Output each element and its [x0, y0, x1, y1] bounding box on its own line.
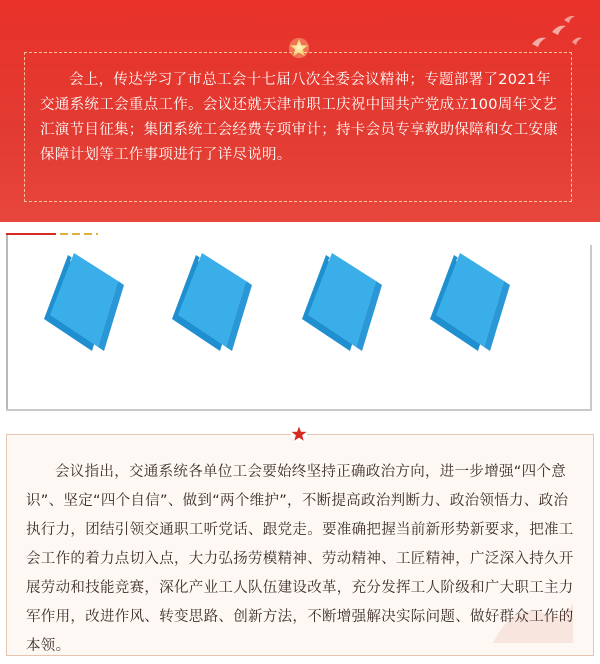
frame-top-accent-red — [6, 233, 56, 235]
doves-icon — [522, 14, 582, 54]
book-icon — [296, 251, 408, 357]
frame-bottom-border — [6, 409, 592, 411]
frame-top-accent-gold — [60, 233, 98, 235]
frame-right-border — [590, 245, 592, 411]
bottom-paragraph: 会议指出，交通系统各单位工会要始终坚持正确政治方向，进一步增强“四个意识”、坚定“四个自信”、做到“两个维护”，不断提高政治判断力、政治领悟力、政治执行力，团结引领交通职工听党话、跟党走。要准确把握当前新形势新要求，把准工会工作的着力点切入点，大力弘扬劳模精神、劳动精神、工匠精神，广泛深入持久开展劳动和技能竞赛，深化产业工人队伍建设改革，充分发挥工人阶级和广大职工主力军作用，改进作风、转变思路、创新方法，不断增强解决实际问题、做好群众工作的本领。 — [26, 464, 574, 654]
star-icon — [290, 425, 308, 443]
top-paragraph: 会上，传达学习了市总工会十七届八次全委会议精神；专题部署了2021年交通系统工会重点工作。会议还就天津市职工庆祝中国共产党成立100周年文艺汇演节目征集；集团系统工会经费专项审计；持卡会员专享救助保障和女工安康保障计划等工作事项进行了详尽说明。 — [40, 72, 558, 163]
book-icon — [38, 251, 150, 357]
book-icon — [166, 251, 278, 357]
frame-left-border — [6, 233, 8, 411]
book-icon — [424, 251, 536, 357]
